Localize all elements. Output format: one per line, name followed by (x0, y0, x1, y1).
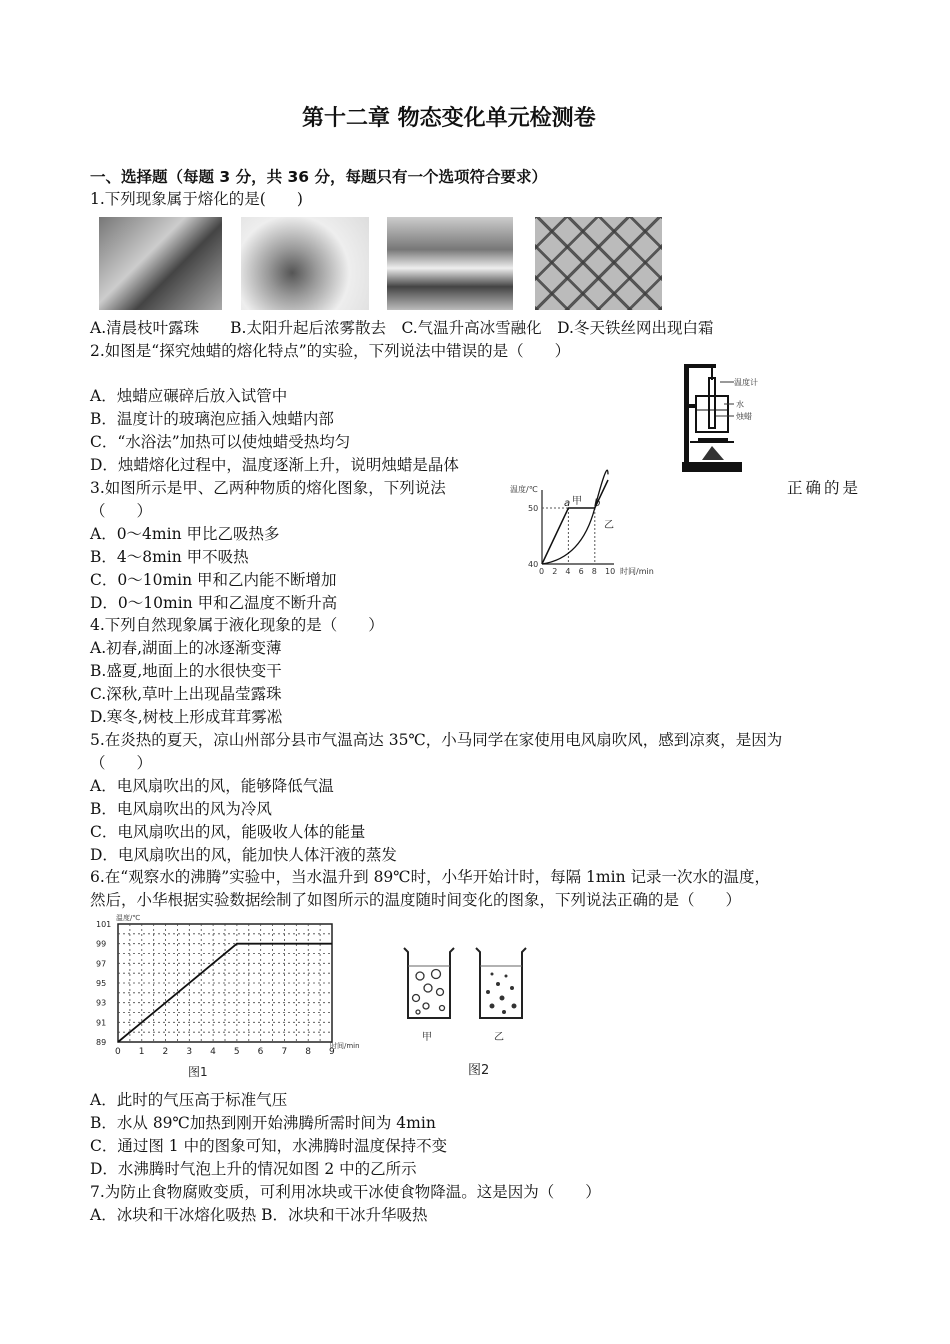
q2-option-d: D．烛蜡熔化过程中，温度逐渐上升，说明烛蜡是晶体 (90, 456, 459, 474)
page-title: 第十二章 物态变化单元检测卷 (302, 106, 596, 131)
q4-option-d: D.寒冬,树枝上形成茸茸雾凇 (90, 708, 283, 726)
q6-y-tick: 91 (96, 1018, 107, 1028)
q5-option-b: B．电风扇吹出的风为冷风 (90, 800, 272, 818)
q6-x-tick: 1 (138, 1047, 145, 1057)
q5-blank: （ ） (90, 754, 153, 772)
q2-stem: 2.如图是“探究烛蜡的熔化特点”的实验，下列说法中错误的是（ ） (90, 342, 571, 360)
q4-option-b: B.盛夏,地面上的水很快变干 (90, 662, 282, 680)
q5-option-d: D．电风扇吹出的风，能加快人体汗液的蒸发 (90, 846, 397, 864)
q3-option-d: D．0～10min 甲和乙温度不断升高 (90, 594, 338, 612)
q6-option-b: B．水从 89℃加热到刚开始沸腾所需时间为 4min (90, 1114, 436, 1132)
q6-fig2-label-yi: 乙 (494, 1032, 504, 1043)
q6-fig2-caption: 图2 (468, 1063, 490, 1078)
q3-y-tick: 50 (528, 504, 539, 513)
q2-label-wax: 烛蜡 (736, 412, 752, 421)
q7-stem: 7.为防止食物腐败变质，可利用冰块或干冰使食物降温。这是因为（ ） (90, 1183, 601, 1201)
q3-x-tick: 8 (591, 567, 597, 576)
q2-option-a: A．烛蜡应碾碎后放入试管中 (90, 387, 288, 405)
q3-y-tick: 40 (528, 560, 539, 569)
q3-xlabel: 时间/min (620, 567, 654, 576)
q7-options: A．冰块和干冰熔化吸热 B．冰块和干冰升华吸热 (90, 1206, 428, 1224)
q3-x-tick: 6 (578, 567, 584, 576)
q2-label-thermometer: 温度计 (734, 378, 758, 387)
q6-stem-line1: 6.在“观察水的沸腾”实验中，当水温升到 89℃时，小华开始计时，每隔 1min 记录一次水的温度， (90, 868, 770, 886)
q6-y-tick: 99 (96, 939, 107, 949)
q6-x-tick: 3 (186, 1047, 193, 1057)
q5-stem: 5.在炎热的夏天，凉山州部分县市气温高达 35℃，小马同学在家使用电风扇吹风，感到凉爽，是因为 (90, 731, 783, 749)
q6-boiling-graph (92, 912, 360, 1082)
q1-photo-fog (241, 217, 369, 310)
q2-option-c: C．“水浴法”加热可以使烛蜡受热均匀 (90, 433, 351, 451)
q3-melting-graph (506, 478, 658, 578)
q6-x-tick: 5 (233, 1047, 240, 1057)
q6-x-tick: 2 (162, 1047, 169, 1057)
q3-option-a: A．0～4min 甲比乙吸热多 (90, 525, 280, 543)
q6-option-d: D．水沸腾时气泡上升的情况如图 2 中的乙所示 (90, 1160, 417, 1178)
q1-options: A.清晨枝叶露珠 B.太阳升起后浓雾散去 C.气温升高冰雪融化 D.冬天铁丝网出现白霜 (90, 319, 714, 337)
q4-stem: 4.下列自然现象属于液化现象的是（ ） (90, 616, 384, 634)
q3-option-c: C．0～10min 甲和乙内能不断增加 (90, 571, 337, 589)
q3-label-a: a (564, 498, 571, 509)
q1-photo-frost-fence (535, 217, 662, 310)
q3-x-tick: 0 (539, 567, 545, 576)
q6-x-tick: 4 (210, 1047, 216, 1057)
q6-ylabel: 温度/℃ (116, 914, 141, 922)
q3-label-jia: 甲 (572, 496, 582, 507)
q6-fig2-label-jia: 甲 (422, 1032, 432, 1043)
q3-x-tick: 10 (605, 567, 616, 576)
q6-x-tick: 7 (281, 1047, 288, 1057)
q6-y-tick: 97 (96, 959, 107, 969)
q1-stem: 1.下列现象属于熔化的是( ) (90, 190, 303, 208)
q6-x-tick: 8 (305, 1047, 311, 1057)
q3-ylabel: 温度/℃ (510, 485, 538, 494)
q6-y-tick: 89 (96, 1038, 107, 1047)
q4-option-a: A.初春,湖面上的冰逐渐变薄 (90, 639, 282, 657)
q3-option-b: B．4～8min 甲不吸热 (90, 548, 249, 566)
q6-fig2-beakers (400, 944, 530, 1084)
q6-fig1-caption: 图1 (188, 1065, 208, 1079)
q3-x-tick: 4 (565, 567, 571, 576)
q6-x-tick: 0 (115, 1047, 121, 1057)
q3-x-tick: 2 (552, 567, 558, 576)
q1-photo-dew (99, 217, 222, 310)
q3-stem-right: 正确的是 (787, 479, 862, 497)
q6-y-tick: 93 (96, 998, 107, 1008)
q6-x-tick: 9 (329, 1047, 335, 1057)
q6-y-tick: 101 (96, 920, 112, 929)
q6-x-tick: 6 (257, 1047, 264, 1057)
q5-option-a: A．电风扇吹出的风，能够降低气温 (90, 777, 334, 795)
q5-option-c: C．电风扇吹出的风，能吸收人体的能量 (90, 823, 366, 841)
q3-series-yi (542, 470, 608, 564)
q4-option-c: C.深秋,草叶上出现晶莹露珠 (90, 685, 282, 703)
section-heading: 一、选择题（每题 3 分，共 36 分，每题只有一个选项符合要求） (90, 168, 547, 186)
q3-blank: （ ） (90, 502, 153, 520)
q3-stem-left: 3.如图所示是甲、乙两种物质的熔化图象，下列说法 (90, 479, 446, 497)
q3-label-yi: 乙 (604, 520, 614, 531)
q6-option-c: C．通过图 1 中的图象可知，水沸腾时温度保持不变 (90, 1137, 448, 1155)
q6-option-a: A．此时的气压高于标准气压 (90, 1091, 288, 1109)
q3-label-b: b (594, 498, 601, 509)
q6-stem-line2: 然后，小华根据实验数据绘制了如图所示的温度随时间变化的图象，下列说法正确的是（ ） (90, 891, 742, 909)
q3-series-jia (542, 480, 608, 564)
q6-y-tick: 95 (96, 979, 107, 988)
q6-xlabel: 时间/min (330, 1042, 360, 1050)
q2-apparatus-figure (676, 360, 766, 478)
q2-label-water: 水 (736, 400, 744, 409)
q1-photo-snow-melt (387, 217, 513, 310)
q2-option-b: B．温度计的玻璃泡应插入烛蜡内部 (90, 410, 334, 428)
